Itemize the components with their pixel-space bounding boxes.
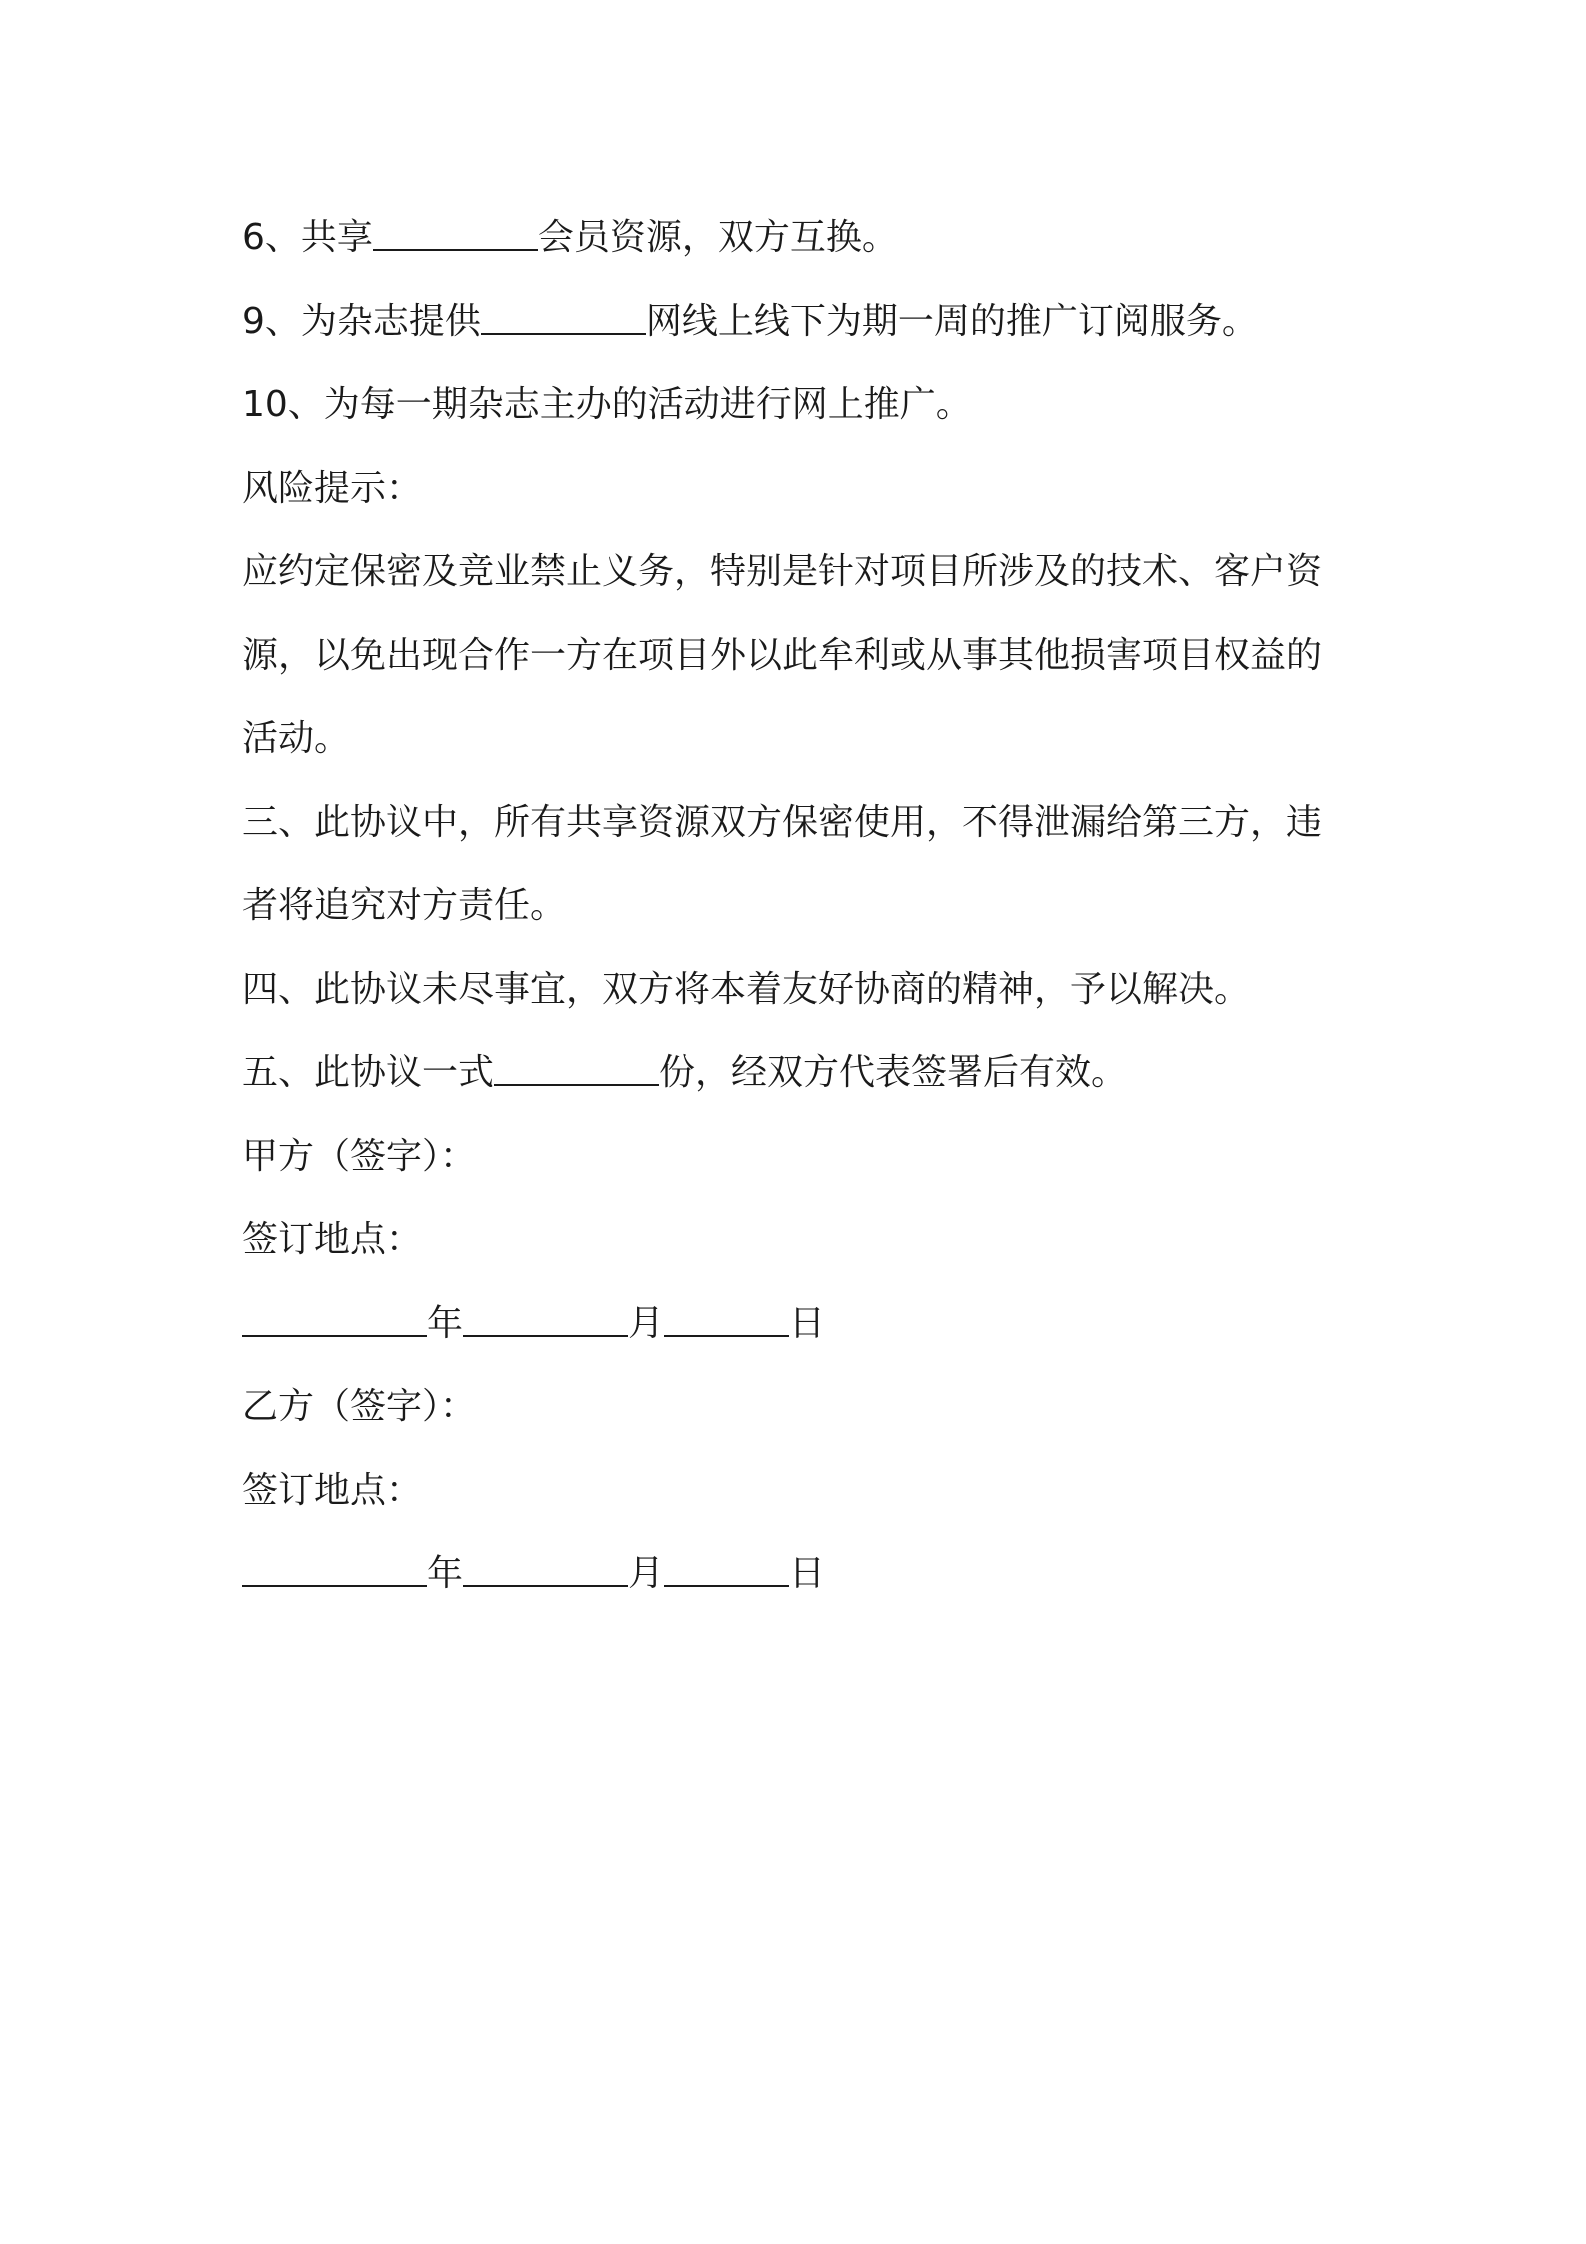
year-label: 年 [427, 1302, 464, 1344]
blank-field[interactable] [481, 303, 646, 335]
risk-line-2: 源，以免出现合作一方在项目外以此牟利或从事其他损害项目权益的 [242, 634, 1323, 676]
item-9-prefix: 9、为杂志提供 [242, 300, 481, 342]
item-9-suffix: 网线上线下为期一周的推广订阅服务。 [645, 300, 1258, 342]
risk-line-1: 应约定保密及竞业禁止义务，特别是针对项目所涉及的技术、客户资 [242, 551, 1323, 592]
party-b-signature-label: 乙方（签字）： [242, 1386, 477, 1427]
month-label: 月 [628, 1302, 665, 1344]
party-b-date [242, 1532, 1362, 1616]
day-blank[interactable] [664, 1305, 789, 1337]
year-blank[interactable] [242, 1555, 427, 1587]
item-9 [242, 280, 1362, 364]
item-6-suffix: 会员资源，双方互换。 [537, 217, 898, 258]
clause-5-suffix: 份，经双方代表签署后有效。 [659, 1052, 1128, 1093]
party-b-place-label: 签订地点： [242, 1469, 423, 1511]
item-6-prefix: 6、共享 [242, 217, 373, 258]
day-blank[interactable] [664, 1555, 789, 1587]
risk-line-3: 活动。 [242, 718, 351, 759]
clause-3-line-2: 者将追究对方责任。 [242, 885, 567, 926]
clause-5-prefix: 五、此协议一式 [242, 1052, 495, 1093]
blank-field[interactable] [373, 219, 538, 251]
party-a-place-label: 签订地点： [242, 1219, 423, 1260]
clause-5 [242, 1031, 1362, 1115]
month-label: 月 [628, 1553, 665, 1594]
item-6 [242, 196, 1362, 280]
party-a-signature-label: 甲方（签字）： [242, 1135, 477, 1177]
party-a-date [242, 1282, 1362, 1366]
day-label: 日 [789, 1302, 826, 1344]
day-label: 日 [789, 1553, 826, 1594]
risk-heading: 风险提示： [242, 467, 423, 509]
year-blank[interactable] [242, 1305, 427, 1337]
document-body [242, 196, 1362, 1616]
month-blank[interactable] [463, 1305, 628, 1337]
item-10: 10、为每一期杂志主办的活动进行网上推广。 [242, 384, 972, 425]
year-label: 年 [427, 1553, 464, 1594]
clause-4: 四、此协议未尽事宜，双方将本着友好协商的精神，予以解决。 [242, 968, 1251, 1010]
month-blank[interactable] [463, 1555, 628, 1587]
clause-3-line-1: 三、此协议中，所有共享资源双方保密使用，不得泄漏给第三方，违 [242, 801, 1323, 843]
blank-field[interactable] [494, 1054, 659, 1086]
